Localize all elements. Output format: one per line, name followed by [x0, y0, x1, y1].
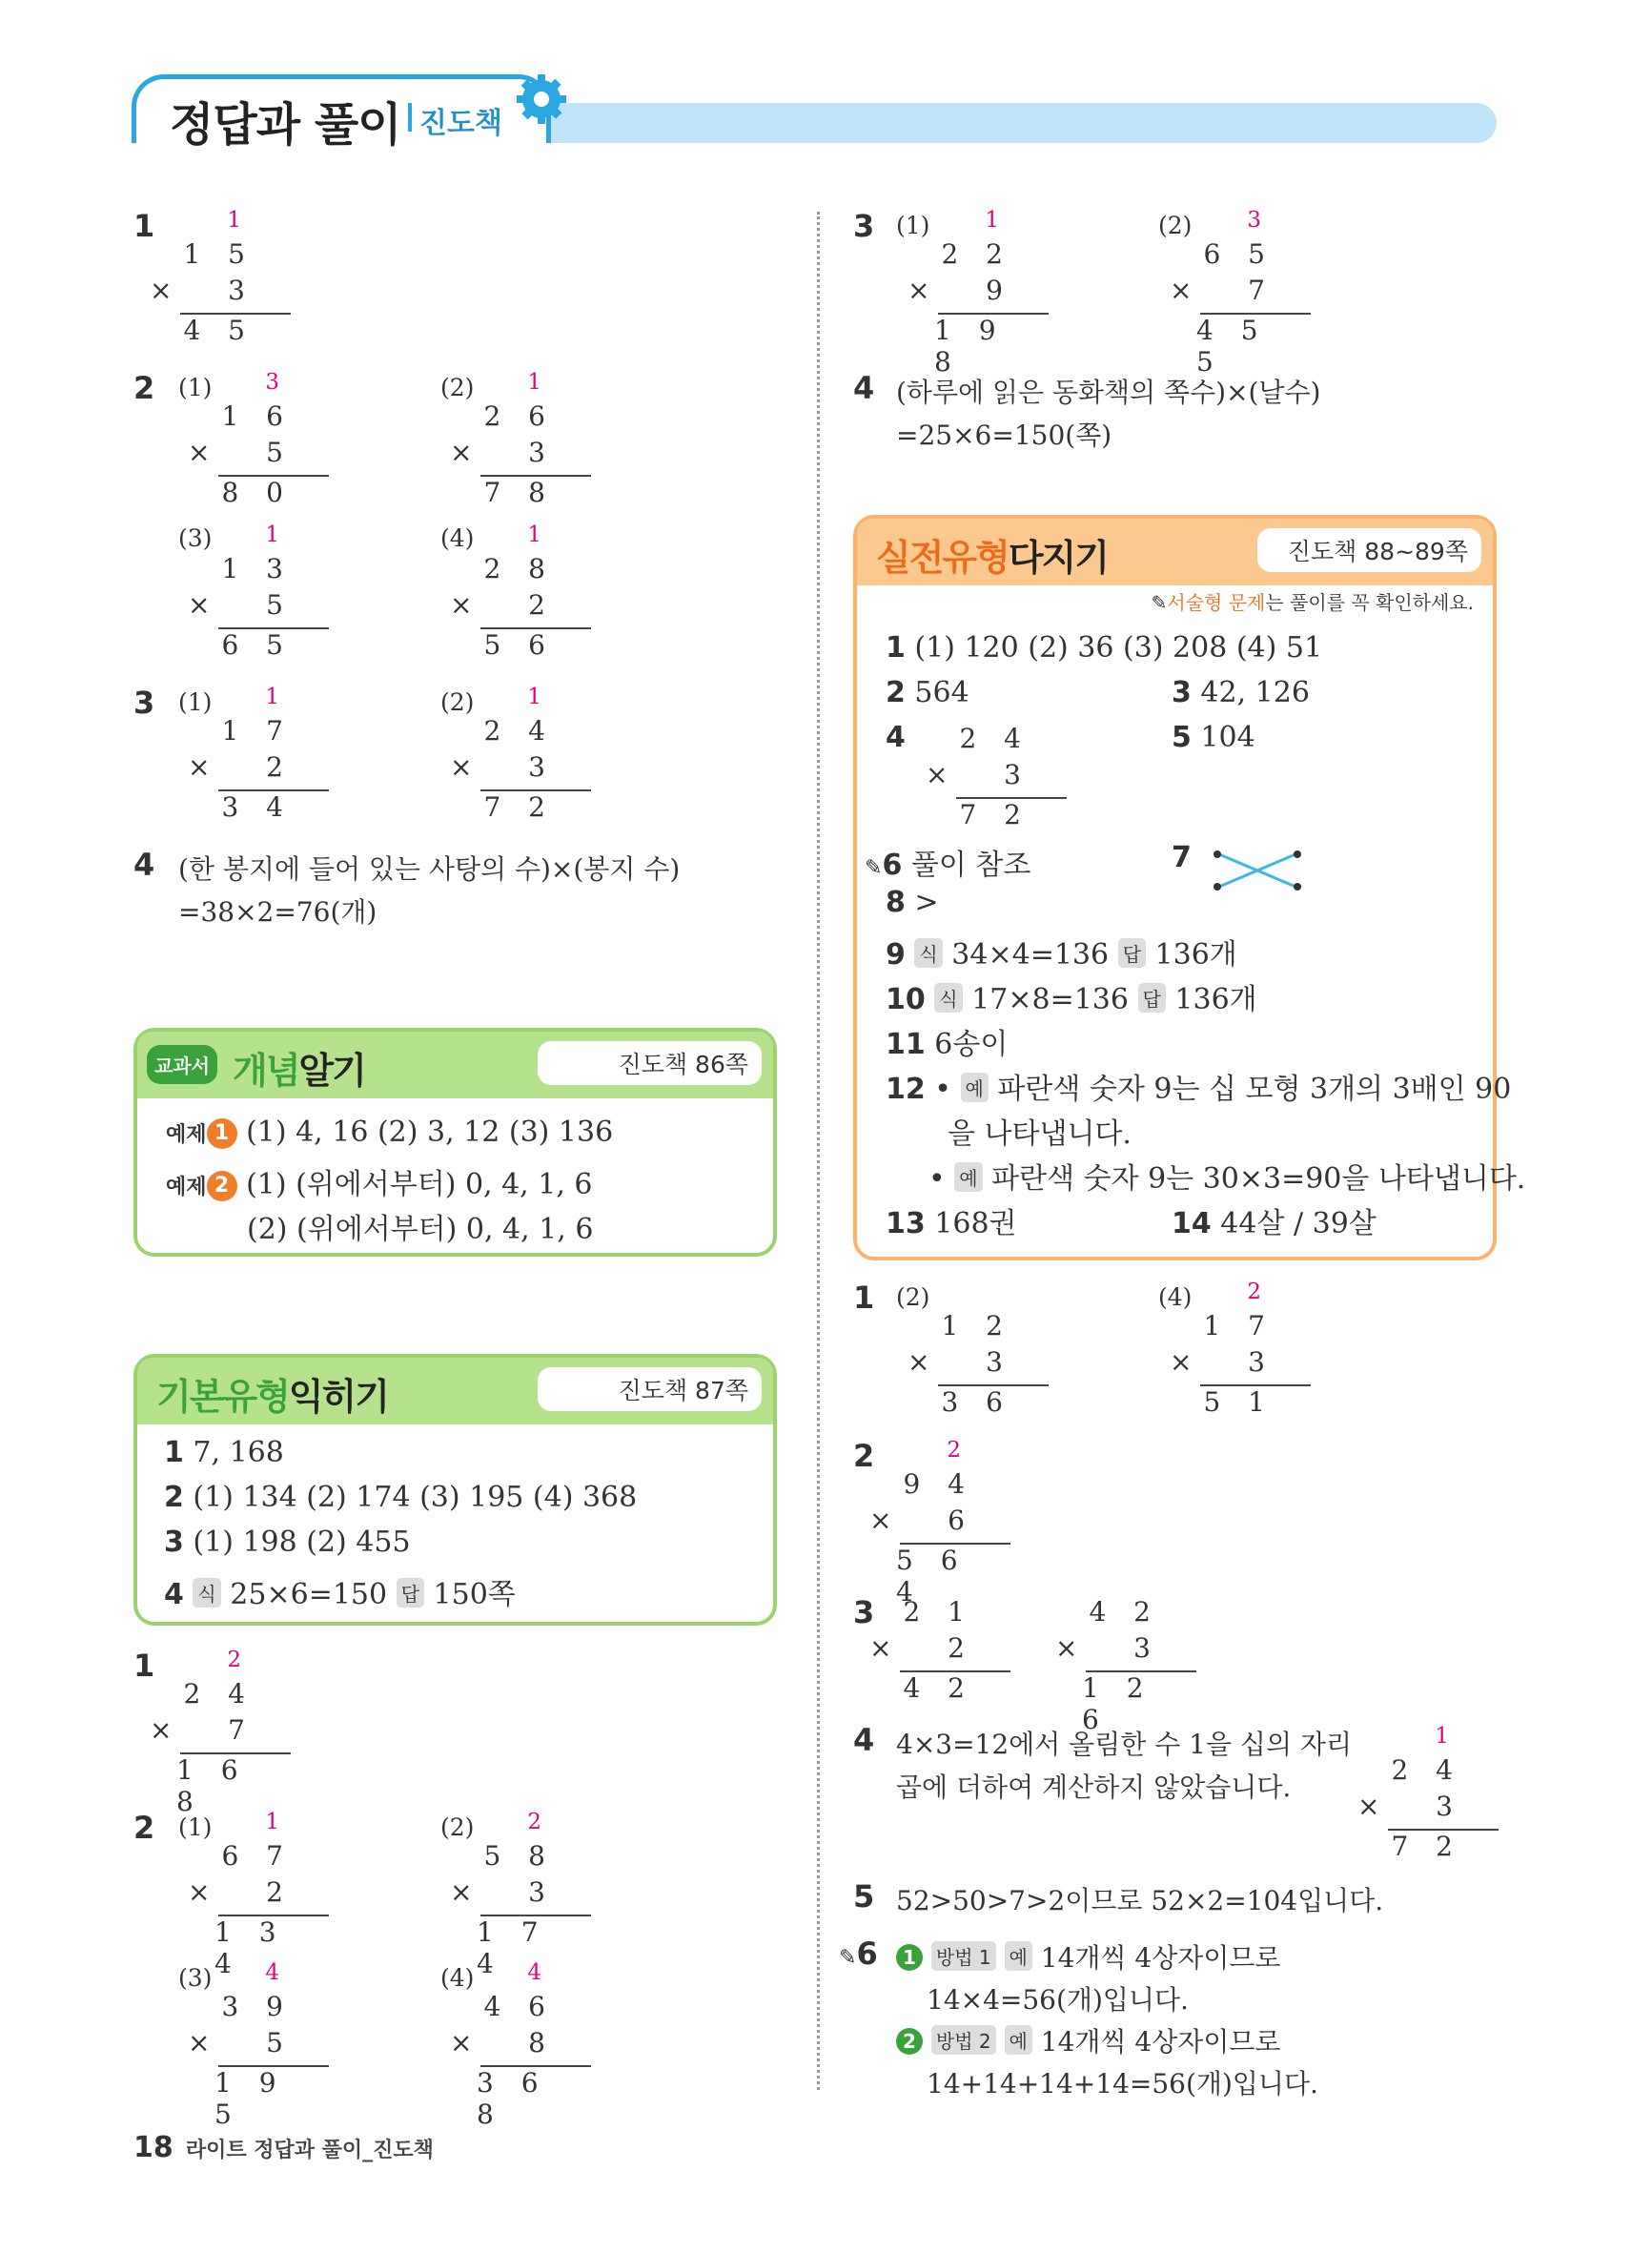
basic-title — [156, 1367, 388, 1420]
multiplicand: 1 5 — [183, 238, 255, 270]
multiplicand: 2 2 — [941, 238, 1012, 270]
carry-digit: 1 — [265, 1810, 279, 1834]
problem-number: 2 — [133, 1810, 155, 1846]
answer-number: 14 — [1172, 1207, 1212, 1240]
sub-label: (3) — [178, 1964, 213, 1992]
multiplier-row: × 3 — [150, 275, 255, 306]
answer-line: 12 • 예 파란색 숫자 9는 십 모형 3개의 3배인 90 — [886, 1073, 1512, 1106]
multiplier: 5 — [266, 2027, 293, 2058]
product: 7 8 — [483, 477, 555, 508]
answer-line — [865, 841, 1030, 883]
multiplier: 7 — [1248, 275, 1275, 306]
multiplier: 2 — [266, 751, 293, 783]
header-bar — [505, 103, 1497, 143]
answer-line — [164, 1436, 284, 1469]
answer-badge: 답 — [1138, 983, 1166, 1013]
carry-digit: 4 — [527, 1960, 541, 1985]
method-line — [896, 1937, 1280, 1976]
problem-number: 1 — [853, 1280, 875, 1316]
carry-digit: 2 — [227, 1648, 241, 1672]
problem-number: 4 — [853, 1722, 875, 1758]
multiplicand: 6 5 — [1203, 238, 1275, 270]
explanation-line: =38×2=76(개) — [178, 896, 377, 928]
answer-number: 1 — [886, 631, 906, 665]
example-line — [166, 1116, 613, 1149]
carry-digit: 1 — [265, 522, 279, 547]
multiplicand: 2 1 — [903, 1596, 974, 1628]
explanation-line: 곱에 더하여 계산하지 않았습니다. — [896, 1772, 1292, 1803]
carry-digit: 1 — [265, 685, 279, 709]
answer-text: (1) 120 (2) 36 (3) 208 (4) 51 — [914, 631, 1323, 665]
multiplier-row: × 7 — [150, 1714, 255, 1746]
answer-number: 7 — [1172, 841, 1192, 874]
concept-box — [133, 1028, 777, 1257]
multiplier-row: × 5 — [188, 589, 293, 621]
multiplier: 5 — [266, 589, 293, 621]
problem-number: 4 — [133, 847, 155, 883]
formula-badge: 식 — [193, 1578, 220, 1608]
multiplier: 3 — [528, 1876, 555, 1908]
answer-line — [1172, 721, 1255, 754]
method-text: 14×4=56(개)입니다. — [927, 1984, 1189, 2016]
explanation-line: 52>50>7>2이므로 52×2=104입니다. — [896, 1885, 1384, 1916]
sub-label: (4) — [440, 1964, 475, 1992]
sub-label: (1) — [178, 374, 213, 401]
multiplier: 7 — [228, 1714, 255, 1746]
pencil-icon: ✎ — [865, 856, 883, 880]
carry-digit: 1 — [527, 685, 541, 709]
method-text: 14개씩 4상자이므로 — [1040, 1942, 1281, 1974]
title-part: 다지기 — [1008, 537, 1108, 579]
answer-text: 150쪽 — [433, 1578, 516, 1611]
answer-number: 12 — [886, 1073, 926, 1106]
multiplier-row: × 2 — [450, 589, 555, 621]
sub-label: (1) — [178, 688, 213, 716]
multiplier-row: × 5 — [188, 2027, 293, 2058]
answer-text: 파란색 숫자 9는 30×3=90을 나타냅니다. — [991, 1162, 1526, 1196]
title-part: 실전유형 — [876, 537, 1009, 579]
answer-number: 4 — [164, 1578, 184, 1611]
problem-number — [839, 1936, 878, 1972]
multiplier-row: × 2 — [869, 1632, 974, 1664]
multiplier: 2 — [948, 1632, 974, 1664]
title-separator — [408, 103, 412, 132]
multiplier: 5 — [266, 437, 293, 468]
answer-text: 168권 — [934, 1207, 1017, 1240]
formula: 17×8=136 — [971, 983, 1129, 1016]
multiplier-row: × 2 — [188, 751, 293, 783]
gear-icon — [515, 72, 568, 126]
sub-label: (4) — [1158, 1283, 1193, 1311]
answer-line — [886, 975, 1257, 1017]
example-label: 예제 — [166, 1123, 207, 1147]
answer-line: • 예 파란색 숫자 9는 30×3=90을 나타냅니다. — [928, 1162, 1526, 1196]
multiplicand: 6 7 — [221, 1840, 293, 1872]
carry-digit: 4 — [265, 1960, 279, 1985]
example-answer: (1) 4, 16 (2) 3, 12 (3) 136 — [246, 1116, 614, 1149]
multiplicand: 4 2 — [1089, 1596, 1160, 1628]
answer-number: 9 — [886, 938, 906, 972]
basic-box — [133, 1354, 777, 1626]
product: 3 6 — [941, 1386, 1012, 1418]
multiplicand: 4 6 — [483, 1991, 555, 2022]
answer-number: 11 — [886, 1028, 926, 1061]
multiplier: 3 — [1133, 1632, 1160, 1664]
sub-label: (1) — [178, 1813, 213, 1841]
answer-text: 564 — [914, 676, 969, 709]
carry-digit: 3 — [1247, 208, 1261, 233]
formula: 34×4=136 — [951, 938, 1110, 972]
answer-text: (1) 134 (2) 174 (3) 195 (4) 368 — [193, 1481, 638, 1514]
multiplier-row: × 3 — [1357, 1791, 1462, 1822]
problem-number: 2 — [133, 370, 155, 406]
product: 5 6 4 — [896, 1545, 968, 1608]
note — [1152, 587, 1474, 615]
page-subtitle: 진도책 — [419, 107, 502, 140]
pencil-icon: ✎ — [839, 1946, 857, 1970]
multiplier: 9 — [986, 275, 1012, 306]
formula: 25×6=150 — [230, 1578, 388, 1611]
multiplicand: 2 4 — [183, 1678, 255, 1710]
multiplier: 2 — [266, 1876, 293, 1908]
multiplicand: 2 4 — [483, 715, 555, 747]
example-badge: 예 — [954, 1162, 982, 1192]
product: 1 2 6 — [1082, 1672, 1153, 1735]
sub-label: (1) — [896, 212, 930, 239]
answer-text: > — [914, 886, 939, 919]
answer-line — [886, 1199, 1017, 1241]
multiplicand: 1 7 — [1203, 1310, 1275, 1342]
product: 7 2 — [959, 799, 1030, 830]
explanation-line: (한 봉지에 들어 있는 사탕의 수)×(봉지 수) — [178, 853, 681, 885]
multiplier-row: × 8 — [450, 2027, 555, 2058]
multiplier: 3 — [528, 437, 555, 468]
note-highlight: 서술형 문제 — [1167, 591, 1266, 614]
concept-title — [233, 1041, 365, 1094]
multiplicand: 1 7 — [221, 715, 293, 747]
multiplicand: 2 8 — [483, 553, 555, 584]
multiplier-row: × 9 — [908, 275, 1012, 306]
carry-digit: 2 — [947, 1438, 961, 1463]
answer-text: (1) 198 (2) 455 — [193, 1526, 411, 1559]
answer-number: 6 — [882, 849, 903, 882]
page-reference: 진도책 86쪽 — [538, 1041, 762, 1085]
product: 1 3 4 — [214, 1916, 286, 1979]
answer-line — [886, 931, 1237, 973]
answer-number: 13 — [886, 1207, 926, 1240]
carry-digit: 2 — [1247, 1280, 1261, 1304]
method-badge: 방법 1 — [931, 1941, 996, 1971]
multiplier: 3 — [528, 751, 555, 783]
answer-text: 136개 — [1174, 983, 1257, 1016]
product: 8 0 — [221, 477, 293, 508]
answer-line — [164, 1481, 637, 1514]
answer-text: 44살 / 39살 — [1220, 1207, 1377, 1240]
carry-digit: 2 — [527, 1810, 541, 1834]
answer-line — [164, 1570, 516, 1612]
answer-text: 136개 — [1154, 938, 1237, 972]
formula-badge: 식 — [934, 983, 962, 1013]
problem-number: 2 — [853, 1438, 875, 1474]
sub-label: (2) — [440, 374, 475, 401]
product: 4 5 — [183, 315, 255, 346]
answer-number: 3 — [1172, 676, 1192, 709]
carry-digit: 1 — [1435, 1724, 1449, 1749]
product: 5 1 — [1203, 1386, 1275, 1418]
multiplier-row: × 3 — [450, 751, 555, 783]
answer-line — [886, 721, 906, 754]
method-text: 14개씩 4상자이므로 — [1040, 2026, 1281, 2058]
sub-label: (2) — [440, 1813, 475, 1841]
multiplier-row: × 3 — [908, 1346, 1012, 1378]
answer-line — [886, 631, 1322, 665]
answer-line — [1172, 1199, 1377, 1241]
title-part: 개념 — [233, 1050, 299, 1092]
answer-number: 3 — [164, 1526, 184, 1559]
sub-label: (2) — [440, 688, 475, 716]
explanation-line: =25×6=150(쪽) — [896, 420, 1112, 451]
problem-number: 4 — [853, 370, 875, 406]
problem-number-text: 6 — [856, 1936, 878, 1972]
multiplier-row: × 6 — [869, 1505, 974, 1536]
answer-text: 42, 126 — [1200, 676, 1310, 709]
answer-line — [1172, 841, 1192, 874]
example-badge: 예 — [1005, 1941, 1032, 1971]
method-line — [896, 2021, 1280, 2059]
multiplier: 6 — [948, 1505, 974, 1536]
multiplier: 3 — [1004, 759, 1030, 790]
answer-number: 5 — [1172, 721, 1192, 754]
answer-number: 1 — [164, 1436, 184, 1469]
explanation-line: 4×3=12에서 올림한 수 1을 십의 자리 — [896, 1729, 1353, 1760]
answer-number: 2 — [164, 1481, 184, 1514]
problem-number: 1 — [133, 1648, 155, 1684]
note-text: 는 풀이를 꼭 확인하세요. — [1265, 591, 1474, 614]
page-reference: 진도책 88~89쪽 — [1257, 528, 1481, 572]
footer — [133, 2131, 434, 2164]
title-part: 익히기 — [288, 1376, 388, 1418]
product: 7 2 — [483, 791, 555, 823]
example-badge: 예 — [961, 1073, 989, 1102]
multiplier: 3 — [986, 1346, 1012, 1378]
multiplier-row: × 3 — [926, 759, 1030, 790]
multiplicand: 5 8 — [483, 1840, 555, 1872]
multiplier-row: × 2 — [188, 1876, 293, 1908]
page-title: 정답과 풀이 — [170, 98, 401, 152]
answer-number: 2 — [886, 676, 906, 709]
answer-text: 7, 168 — [193, 1436, 284, 1469]
answer-line — [886, 886, 939, 919]
product: 7 2 — [1391, 1831, 1462, 1862]
product: 4 5 5 — [1196, 315, 1268, 378]
example-number: 2 — [207, 1171, 237, 1201]
problem-number: 1 — [133, 208, 155, 244]
multiplier: 3 — [228, 275, 255, 306]
multiplicand: 2 6 — [483, 400, 555, 432]
multiplicand: 2 4 — [959, 723, 1030, 754]
column-divider — [817, 212, 820, 2090]
example-badge: 예 — [1005, 2025, 1032, 2055]
answer-text: 풀이 참조 — [910, 849, 1031, 882]
product: 1 9 8 — [934, 315, 1006, 378]
sub-label: (2) — [1158, 212, 1193, 239]
example-answer: (1) (위에서부터) 0, 4, 1, 6 — [246, 1168, 593, 1201]
multiplicand: 3 9 — [221, 1991, 293, 2022]
product: 4 2 — [903, 1672, 974, 1704]
problem-number: 5 — [853, 1878, 875, 1915]
product: 3 4 — [221, 791, 293, 823]
answer-line — [886, 1020, 1008, 1062]
carry-digit: 1 — [527, 522, 541, 547]
answer-line — [886, 676, 969, 709]
textbook-tag: 교과서 — [147, 1045, 217, 1084]
example-number: 1 — [207, 1118, 237, 1149]
product: 5 6 — [483, 629, 555, 661]
answer-line — [1172, 676, 1310, 709]
multiplier-row: × 5 — [188, 437, 293, 468]
problem-number: 3 — [133, 685, 155, 721]
carry-digit: 1 — [227, 208, 241, 233]
formula-badge: 식 — [914, 938, 942, 968]
multiplier: 3 — [1436, 1791, 1462, 1822]
multiplier-row: × 3 — [1170, 1346, 1275, 1378]
answer-text: 파란색 숫자 9는 십 모형 3개의 3배인 90 — [997, 1073, 1512, 1106]
answer-text: 을 나타냅니다. — [948, 1117, 1132, 1151]
sub-label: (2) — [896, 1283, 930, 1311]
method-text: 14+14+14+14=56(개)입니다. — [927, 2068, 1318, 2099]
problem-number: 3 — [853, 1594, 875, 1630]
multiplier-row: × 3 — [1055, 1632, 1160, 1664]
multiplier-row: × 3 — [450, 1876, 555, 1908]
example-line — [166, 1160, 593, 1202]
answer-number: 8 — [886, 886, 906, 919]
method-number: 1 — [896, 1944, 923, 1971]
multiplier: 2 — [528, 589, 555, 621]
carry-digit: 1 — [527, 370, 541, 395]
product: 6 5 — [221, 629, 293, 661]
answer-text: 104 — [1200, 721, 1255, 754]
product: 3 6 8 — [477, 2067, 548, 2130]
multiplier: 8 — [528, 2027, 555, 2058]
example-answer: (2) (위에서부터) 0, 4, 1, 6 — [247, 1213, 594, 1246]
pencil-icon: ✎ — [1151, 591, 1168, 614]
page-number: 18 — [133, 2131, 173, 2164]
method-number: 2 — [896, 2028, 923, 2055]
multiplicand: 1 3 — [221, 553, 293, 584]
multiplier-row: × 3 — [450, 437, 555, 468]
explanation-line: (하루에 읽은 동화책의 쪽수)×(날수) — [896, 377, 1321, 408]
multiplicand: 2 4 — [1391, 1754, 1462, 1786]
footer-text: 라이트 정답과 풀이_진도책 — [185, 2139, 434, 2162]
answer-number: 10 — [886, 983, 926, 1016]
multiplicand: 9 4 — [903, 1468, 974, 1500]
example-label: 예제 — [166, 1176, 207, 1199]
product: 1 6 8 — [176, 1754, 248, 1817]
sub-label: (3) — [178, 524, 213, 552]
method-badge: 방법 2 — [931, 2025, 996, 2055]
matching-lines — [1212, 847, 1303, 894]
carry-digit: 3 — [265, 370, 279, 395]
multiplicand: 1 2 — [941, 1310, 1012, 1342]
answer-text: 6송이 — [934, 1028, 1009, 1061]
answer-line — [164, 1526, 411, 1559]
sub-label: (4) — [440, 524, 475, 552]
page-reference: 진도책 87쪽 — [538, 1367, 762, 1411]
practice-box — [853, 515, 1526, 1260]
multiplier: 3 — [1248, 1346, 1275, 1378]
product: 1 7 4 — [477, 1916, 548, 1979]
carry-digit: 1 — [985, 208, 999, 233]
multiplier-row: × 7 — [1170, 275, 1275, 306]
practice-title — [876, 528, 1108, 581]
title-part: 알기 — [298, 1050, 365, 1092]
product: 1 9 5 — [214, 2067, 286, 2130]
multiplicand: 1 6 — [221, 400, 293, 432]
answer-number: 4 — [886, 721, 906, 754]
answer-badge: 답 — [397, 1578, 424, 1608]
title-part: 기본유형 — [156, 1376, 289, 1418]
problem-number: 3 — [853, 208, 875, 244]
answer-badge: 답 — [1118, 938, 1146, 968]
